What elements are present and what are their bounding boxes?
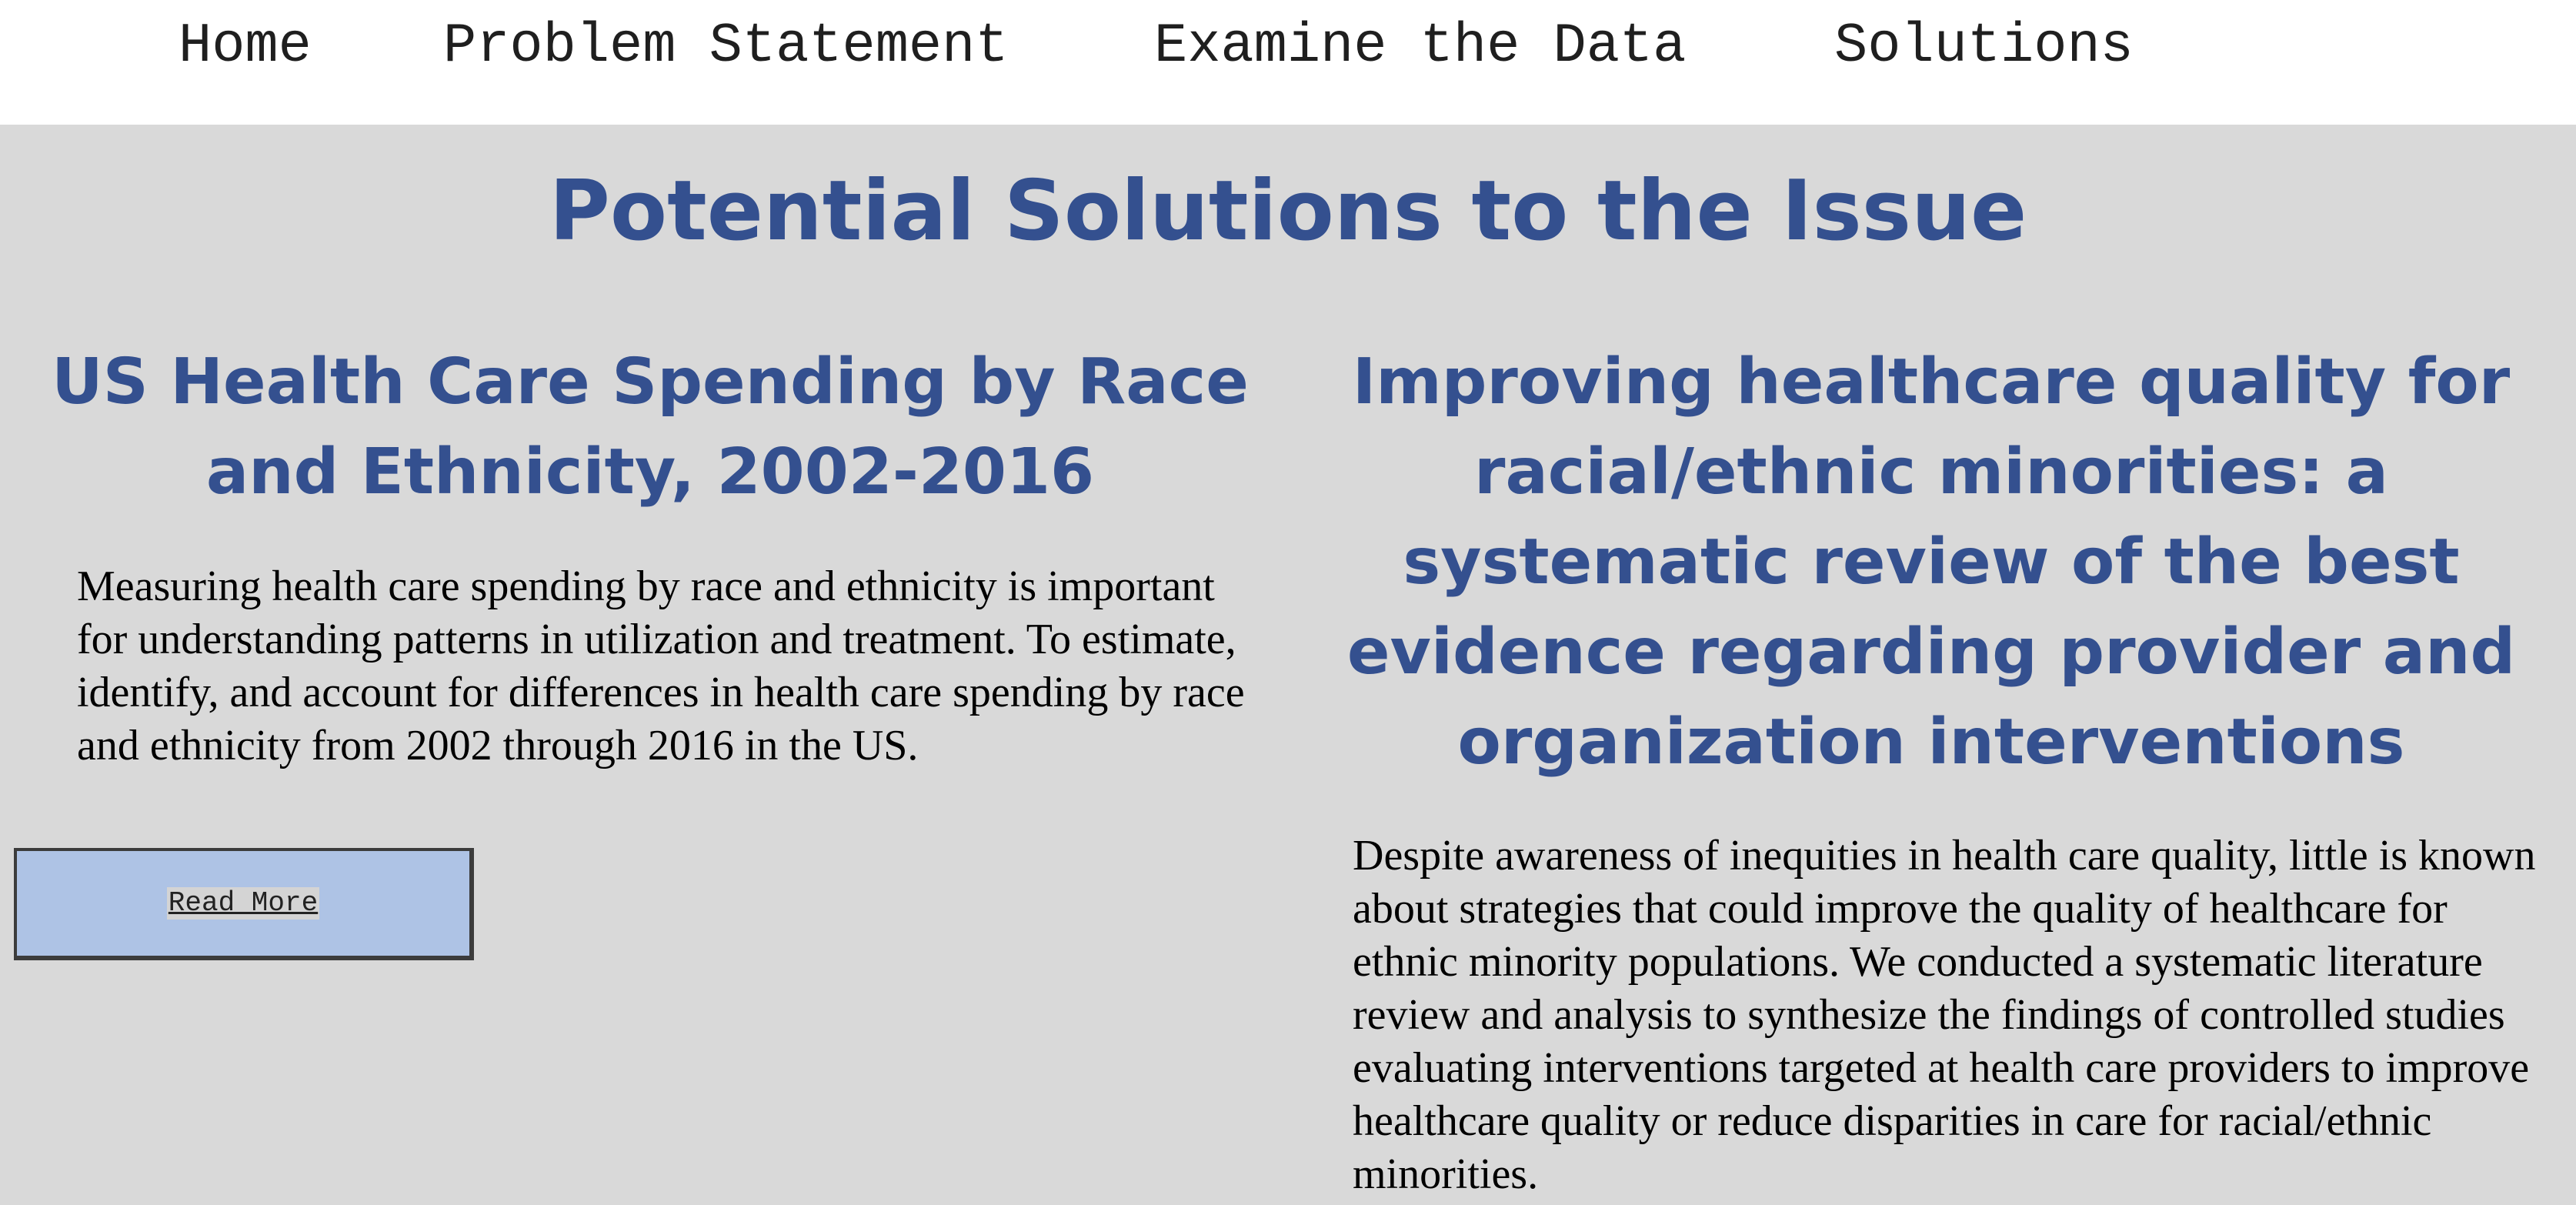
page-title: Potential Solutions to the Issue [549, 163, 2027, 259]
nav-link-problem-statement[interactable]: Problem Statement [443, 15, 1009, 78]
left-column-text: Measuring health care spending by race and ethnicity is important for understanding patterns in utilization and treatment. To estimate, identify, and account for differences in health care spending by race and ethnicity from 2002 through 2016 in the US. [77, 562, 1245, 769]
top-nav [0, 0, 2576, 125]
right-column-text: Despite awareness of inequities in health care quality, little is known about strategies that could improve the quality of healthcare for ethnic minority populations. We conducted a systematic literature review and analysis to synthesize the findings of controlled studies evaluating interventions targeted at health care providers to improve healthcare quality or reduce disparities in care for racial/ethnic minorities. [1353, 832, 2536, 1198]
left-column-heading: US Health Care Spending by Race and Ethnicity, 2002-2016 [52, 345, 1249, 509]
nav-link-examine-the-data[interactable]: Examine the Data [1154, 15, 1687, 78]
right-column-heading: Improving healthcare quality for racial/ethnic minorities: a systematic review of the best evidence regarding provider and organization interventions [1346, 345, 2516, 779]
nav-link-home[interactable]: Home [179, 15, 312, 78]
read-more-label[interactable]: Read More [168, 887, 319, 919]
nav-link-solutions[interactable]: Solutions [1834, 15, 2134, 78]
read-more-button[interactable] [14, 848, 474, 960]
